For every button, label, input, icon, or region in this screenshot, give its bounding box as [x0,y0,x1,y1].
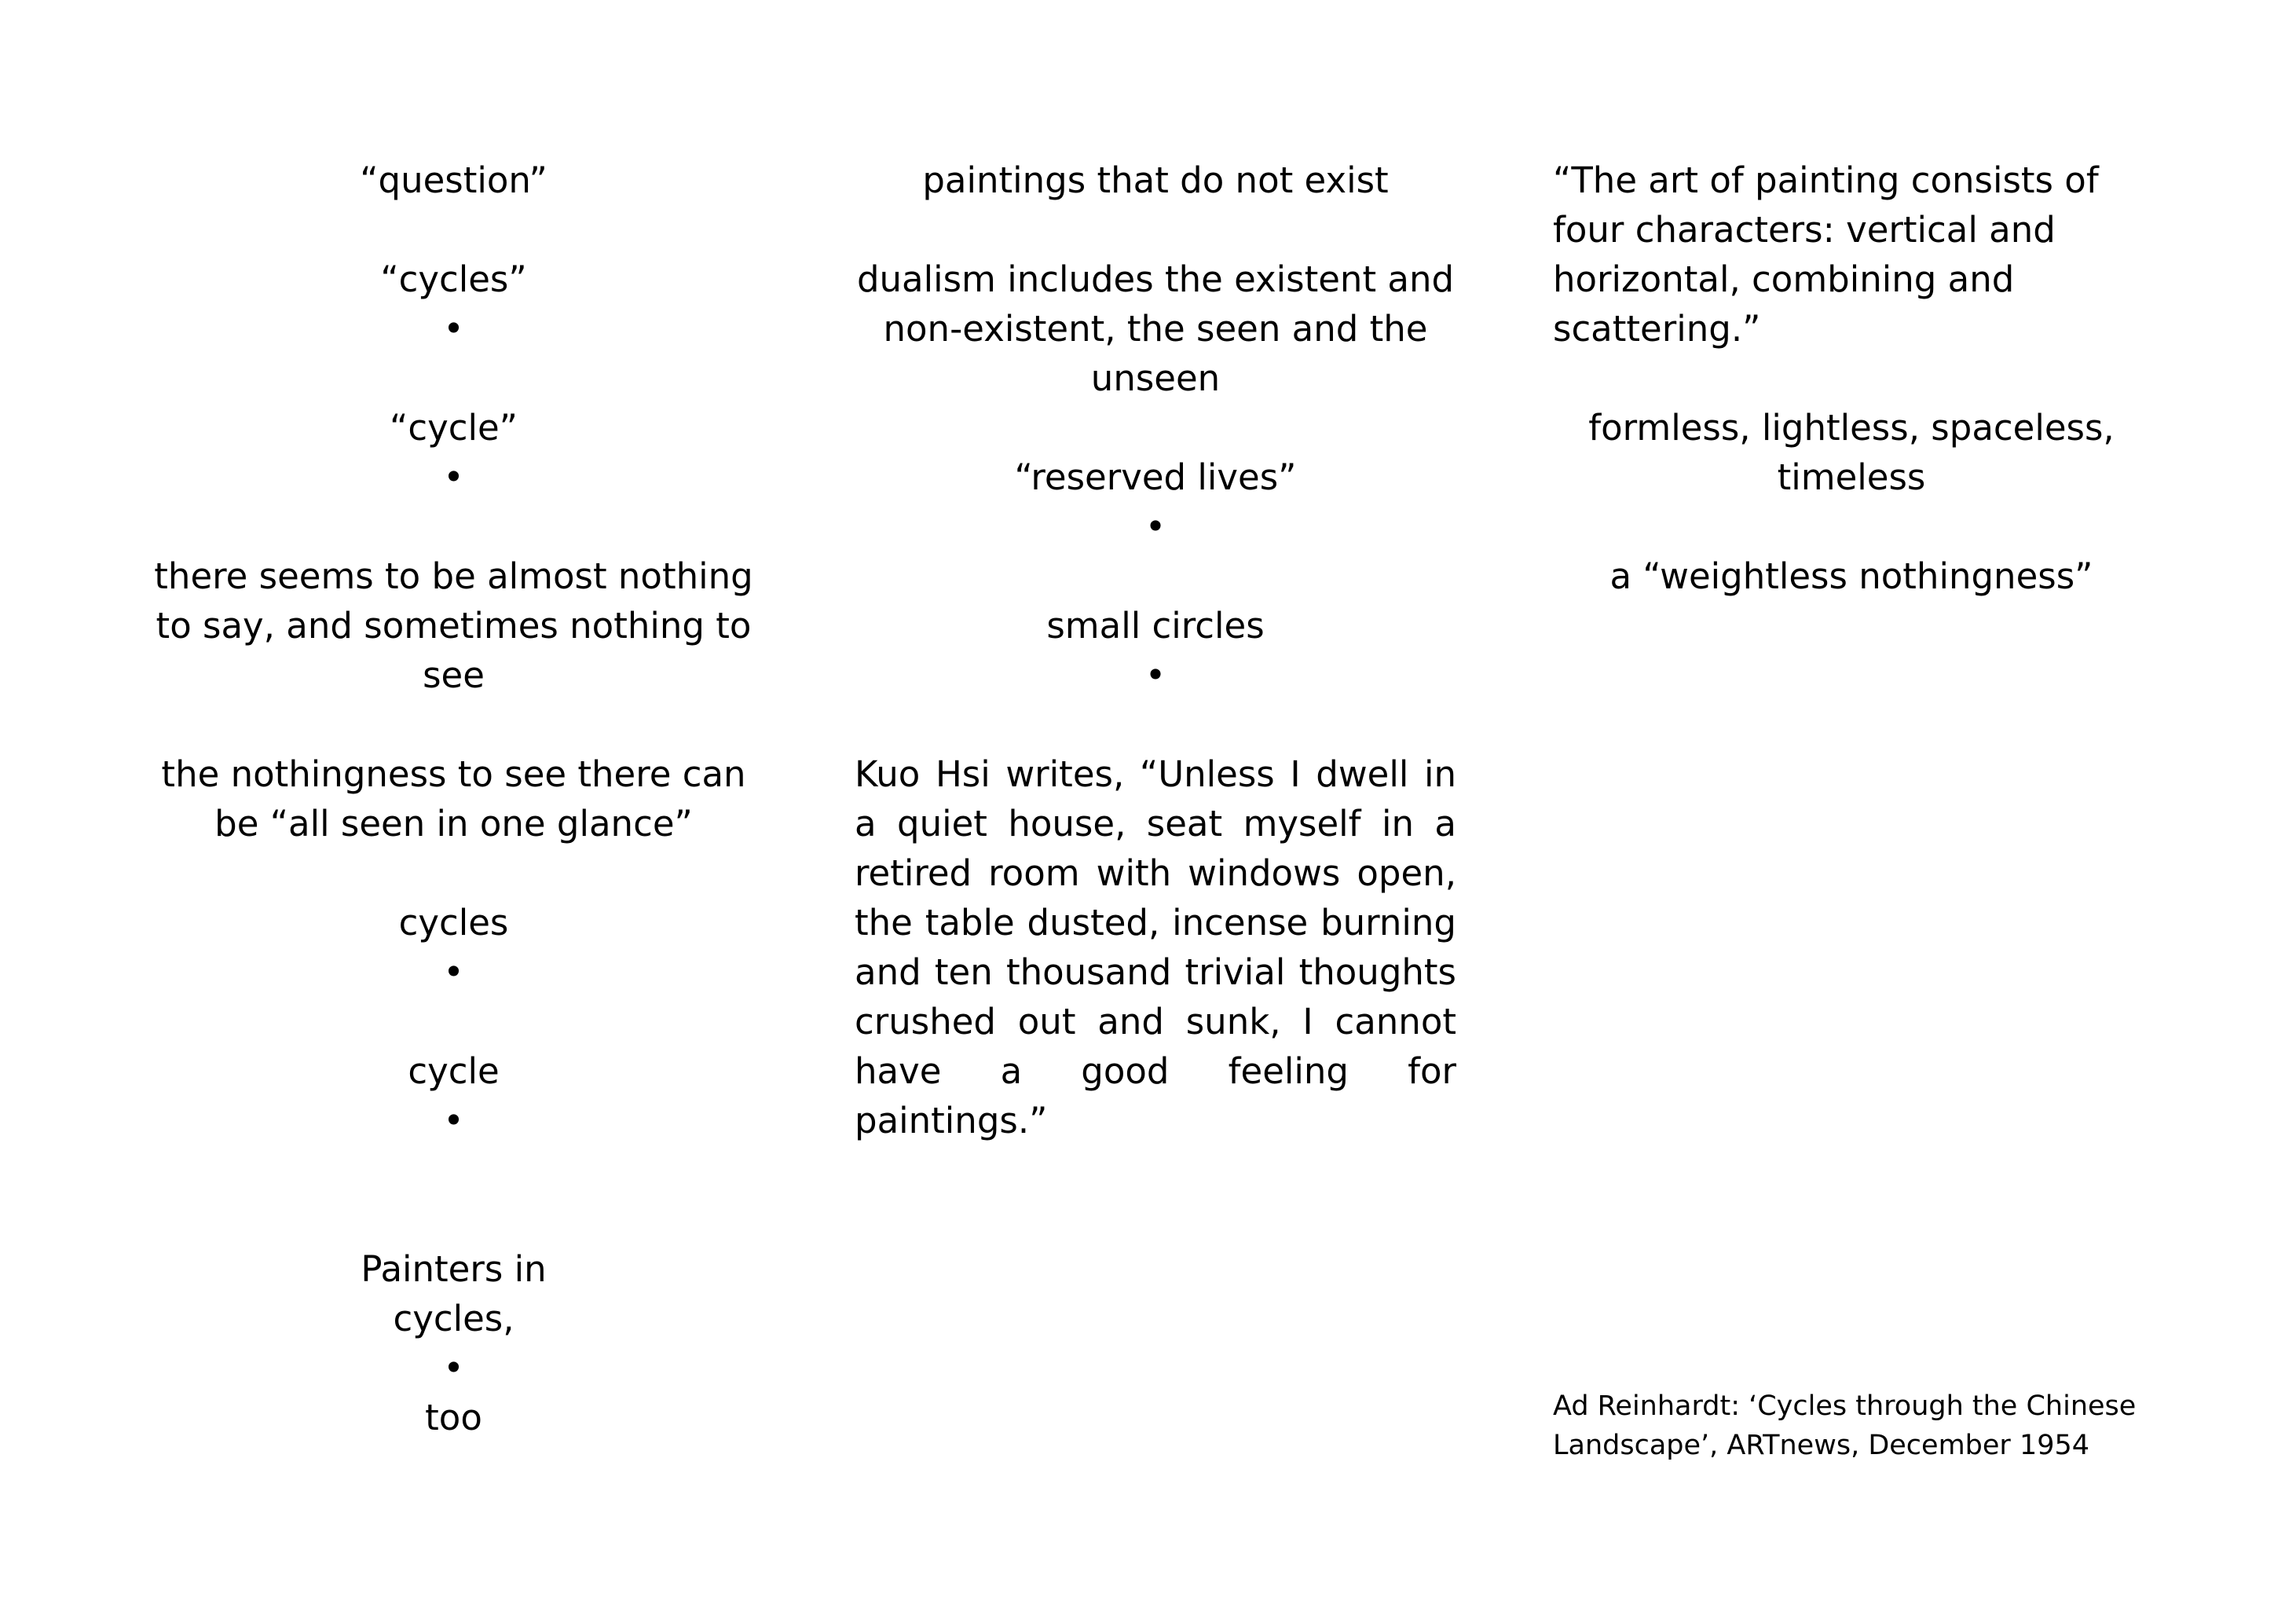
citation-line-1: Ad Reinhardt: ‘Cycles through the Chinese [1553,1390,2137,1422]
dualism-text: dualism includes the existent and non-existent, the seen and the unseen [856,258,1455,399]
reserved-lives-text: “reserved lives” [1014,456,1297,498]
formless-text-line-2: timeless [1777,456,1926,498]
almost-nothing-text: there seems to be almost nothing to say, and sometimes nothing to see [154,555,753,696]
art-of-painting-quote: “The art of painting consists of four characters: vertical and horizontal, combining and scattering.” [1553,159,2099,350]
painters-cycles-text: cycles, [393,1298,514,1339]
bullet-separator: • [1144,654,1166,696]
cycle-text: cycle [408,1050,500,1092]
bullet-separator: • [443,308,464,350]
bullet-separator: • [443,951,464,993]
paintings-text: paintings that do not exist [922,159,1389,201]
cycle-quoted-text: “cycle” [390,407,518,449]
small-circles-text: small circles [1046,605,1265,647]
painters-in-text: Painters in [361,1248,547,1290]
cycles-text: cycles [398,902,509,943]
bullet-separator: • [1144,506,1166,548]
bullet-separator: • [443,1347,464,1389]
formless-text-line-1: formless, lightless, spaceless, [1588,407,2115,449]
kuo-hsi-quote: Kuo Hsi writes, “Unless I dwell in a quiet house, seat myself in a retired room with windows open, the table dusted, incense burning and ten thousand trivial thoughts crushed out and sunk, I cannot have a good feeling for paintings.” [855,753,1456,1141]
citation-line-2: Landscape’, ARTnews, December 1954 [1553,1430,2090,1461]
cycles-quoted-text: “cycles” [380,258,527,300]
bullet-separator: • [443,456,464,498]
weightless-text: a “weightless nothingness” [1609,555,2093,597]
right-text-column [1553,156,2150,601]
left-text-column [153,156,754,1442]
bullet-separator: • [443,1100,464,1141]
citation [1553,1387,2166,1465]
too-text: too [425,1397,482,1438]
question-text: “question” [360,159,547,201]
middle-text-column [855,156,1456,1145]
nothingness-text: the nothingness to see there can be “all seen in one glance” [161,753,746,844]
